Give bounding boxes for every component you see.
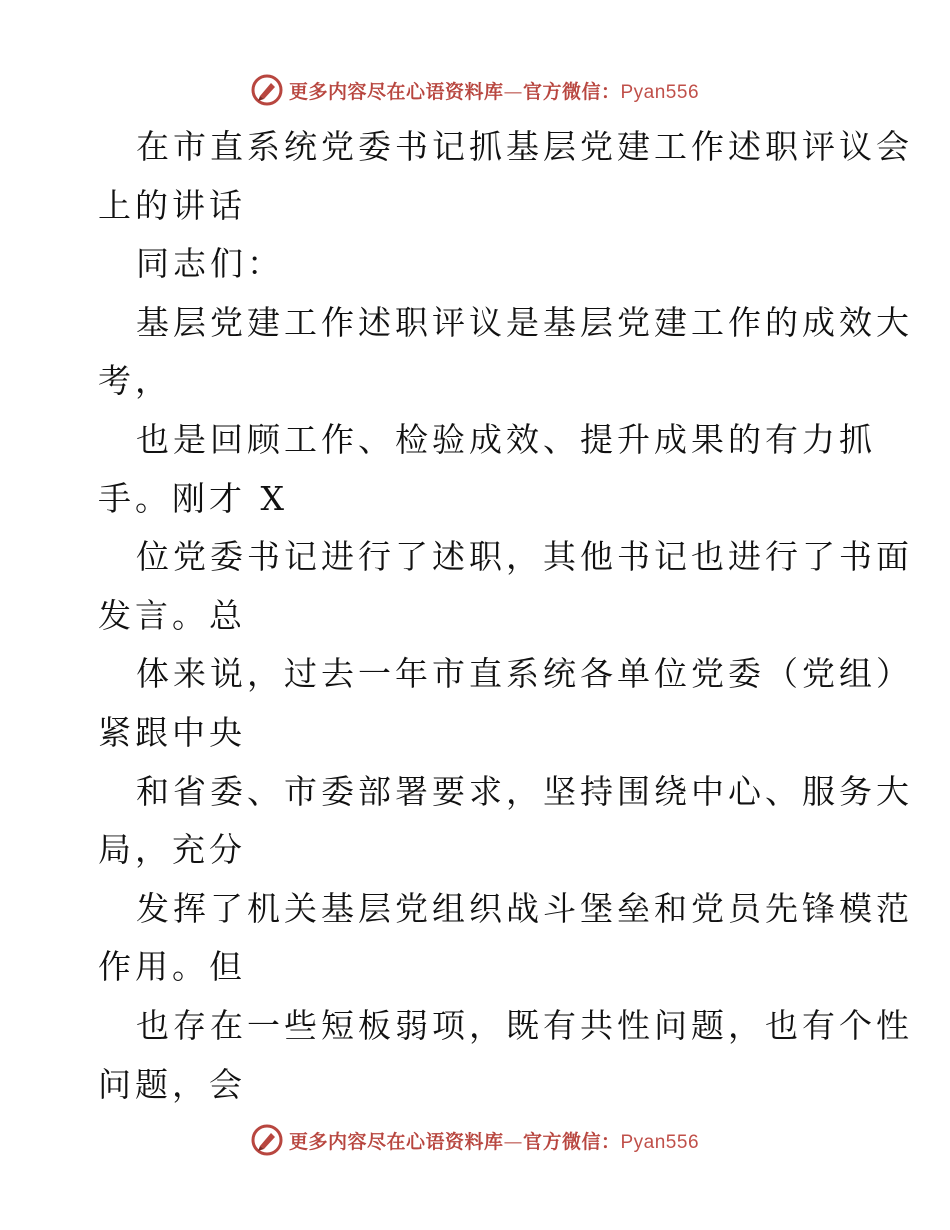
text-line: 体来说，过去一年市直系统各单位党委（党组） — [136, 654, 913, 694]
text-line: 手。刚才 X — [98, 478, 288, 518]
footer-banner-wechat-id: Pyan556 — [620, 1131, 700, 1153]
document-body — [98, 118, 913, 1114]
text-line: 发挥了机关基层党组织战斗堡垒和党员先锋模范 — [136, 888, 913, 928]
text-line: 位党委书记进行了述职，其他书记也进行了书面 — [136, 537, 913, 577]
text-line: 作用。但 — [98, 947, 246, 987]
text-line: 也是回顾工作、检验成效、提升成果的有力抓 — [136, 419, 876, 459]
text-line: 和省委、市委部署要求，坚持围绕中心、服务大 — [136, 771, 913, 811]
header-banner-wechat-id: Pyan556 — [620, 81, 700, 103]
text-line: 发言。总 — [98, 595, 246, 635]
footer-banner — [0, 1120, 950, 1160]
header-banner-main: 更多内容尽在心语资料库 — [288, 80, 504, 103]
text-line: 基层党建工作述职评议是基层党建工作的成效大 — [136, 302, 913, 342]
text-line: 也存在一些短板弱项，既有共性问题，也有个性 — [136, 1005, 913, 1045]
header-banner — [0, 70, 950, 110]
pen-logo-icon — [251, 74, 283, 106]
salutation: 同志们： — [136, 244, 284, 284]
header-banner-wechat-label: 官方微信： — [522, 80, 621, 103]
title-line-1: 在市直系统党委书记抓基层党建工作述职评议会 — [136, 127, 913, 166]
title-line-2: 上的讲话 — [98, 185, 246, 225]
text-line: 问题，会 — [98, 1064, 246, 1104]
footer-banner-main: 更多内容尽在心语资料库 — [288, 1130, 504, 1153]
footer-banner-dash: — — [503, 1130, 523, 1153]
header-banner-text — [289, 77, 699, 104]
text-line: 紧跟中央 — [98, 712, 246, 752]
header-banner-dash: — — [503, 80, 523, 103]
text-line: 考， — [98, 361, 172, 401]
footer-banner-wechat-label: 官方微信： — [522, 1130, 621, 1153]
pen-logo-icon — [251, 1124, 283, 1156]
footer-banner-text — [289, 1127, 699, 1154]
text-line: 局，充分 — [98, 830, 246, 870]
